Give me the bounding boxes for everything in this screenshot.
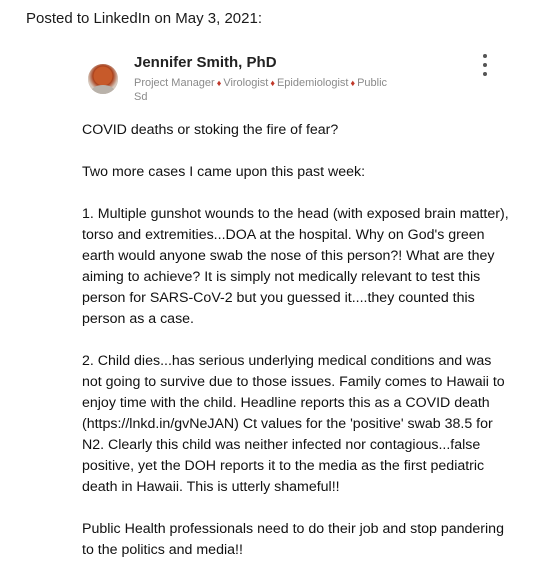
more-options-icon[interactable] — [478, 54, 492, 76]
headline-role-2: Virologist — [223, 77, 269, 89]
headline-role-1: Project Manager — [134, 77, 215, 89]
headline-role-3: Epidemiologist — [276, 77, 349, 89]
headline-role-4-continued: Sd — [134, 91, 148, 103]
dot — [483, 54, 487, 58]
diamond-icon: ♦ — [270, 78, 275, 88]
author-headline — [134, 76, 464, 104]
author-name[interactable]: Jennifer Smith, PhD — [134, 54, 277, 71]
dot — [483, 72, 487, 76]
avatar-shoulders — [91, 85, 115, 94]
linkedin-post-card — [0, 34, 536, 588]
post-body — [82, 120, 512, 582]
diamond-icon: ♦ — [216, 78, 222, 88]
post-intro: Two more cases I came upon this past week: — [82, 164, 366, 180]
screenshot-caption: Posted to LinkedIn on May 3, 2021: — [26, 10, 262, 27]
dot — [483, 63, 487, 67]
post-closing: Public Health professionals need to do their job and stop pandering to the politics and media!! — [82, 521, 504, 558]
avatar[interactable] — [88, 64, 118, 94]
diamond-icon: ♦ — [350, 78, 356, 88]
post-case-2: 2. Child dies...has serious underlying medical conditions and was not going to survive due to those issues. Family comes to Hawaii to enjoy time with the child. Headline reports this as a COVID death (https://lnkd.in/gvNeJAN) Ct values for the 'positive' swab 38.5 for N2. Clearly this child was neither infected nor contagious...false positive, yet the DOH reports it to the media as the first pediatric death in Hawaii. This is utterly shameful!! — [82, 353, 505, 495]
post-title: COVID deaths or stoking the fire of fear? — [82, 122, 339, 138]
post-case-1: 1. Multiple gunshot wounds to the head (with exposed brain matter), torso and extremities...DOA at the hospital. Why on God's green earth would anyone swab the nose of this person?! What are they aiming to achieve? It is simply not medically relevant to test this person for SARS-CoV-2 but you guessed it....they counted this person as a case. — [82, 206, 509, 327]
headline-role-4: Public — [357, 77, 388, 89]
